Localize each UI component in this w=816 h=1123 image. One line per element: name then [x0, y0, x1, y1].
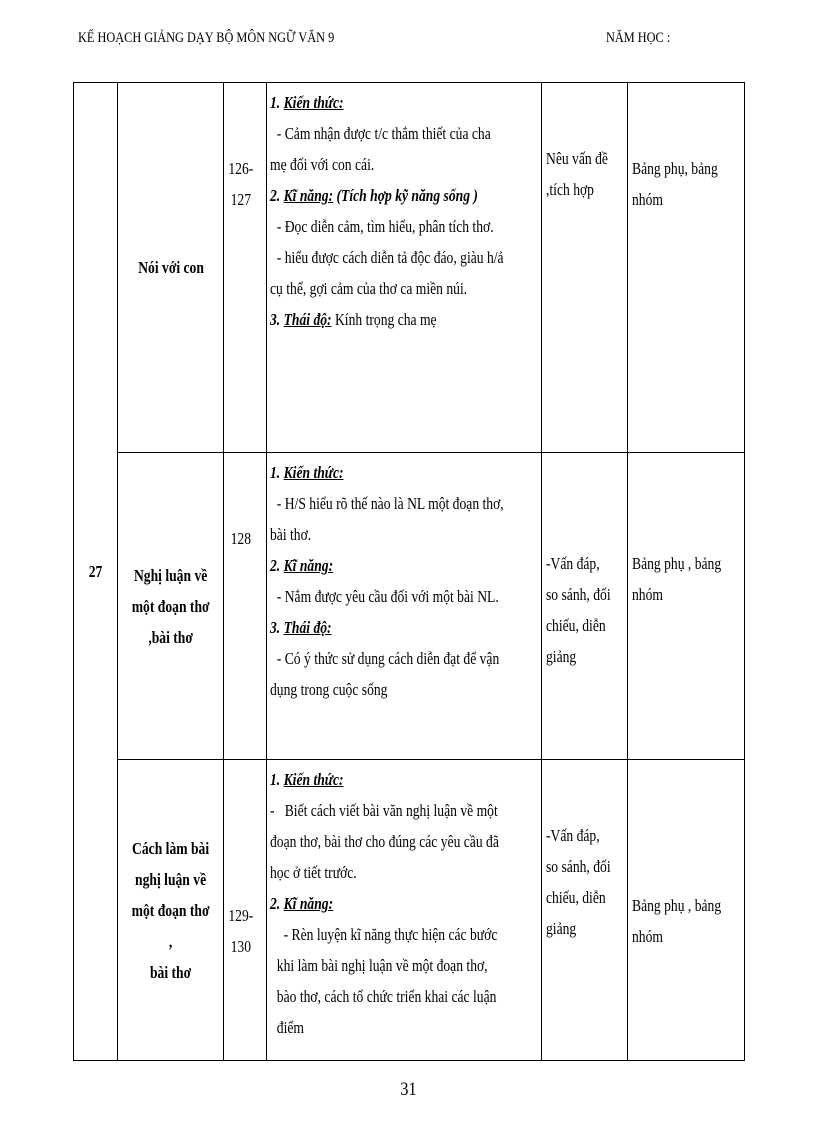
tools-line: Bảng phụ , bảng: [631, 554, 721, 573]
tools-line: nhóm: [631, 190, 663, 209]
page-number: 31: [399, 1079, 417, 1100]
period-cell: [224, 453, 267, 760]
objective-heading: [270, 556, 333, 575]
lesson-title-cell: [118, 453, 224, 760]
plan-title: KẾ HOẠCH GIẢNG DẠY BỘ MÔN NGỮ VĂN 9: [78, 30, 335, 46]
teaching-tools: [628, 83, 744, 215]
objective-heading: [270, 618, 332, 637]
objective-number: 2.: [270, 894, 284, 913]
objective-line: [270, 242, 504, 273]
objective-line: [270, 149, 486, 180]
tools-line: Bảng phụ, bảng: [631, 159, 718, 178]
period-numbers: [224, 453, 266, 554]
objective-line: [270, 488, 504, 519]
objectives-list: [267, 760, 540, 1043]
tools-cell: [627, 83, 744, 453]
period-cell: [224, 83, 267, 453]
method-line: chiếu, diễn: [545, 616, 606, 635]
objective-text: bào thơ, cách tổ chức triển khai các luận: [270, 987, 497, 1006]
objective-text: - Đọc diễn cảm, tìm hiểu, phân tích thơ.: [270, 217, 494, 236]
objective-line: [270, 519, 486, 550]
objective-line: [270, 304, 486, 335]
objective-label: Kiến thức:: [283, 770, 344, 789]
tools-cell: [627, 760, 744, 1061]
lesson-title: [118, 833, 223, 988]
method-line: giảng: [545, 647, 576, 666]
objective-line: [270, 581, 500, 612]
lesson-title-line: Cách làm bài: [132, 838, 210, 858]
objective-text: dụng trong cuộc sống: [270, 680, 388, 699]
method-cell: [541, 760, 627, 1061]
period-line: 127: [230, 190, 252, 209]
lesson-title-line: một đoạn thơ: [131, 596, 210, 616]
objective-number: 1.: [270, 770, 284, 789]
objective-line: [270, 795, 499, 826]
objective-text: khi làm bài nghị luận về một đoạn thơ,: [270, 956, 488, 975]
objectives-cell: [267, 453, 541, 760]
method-line: giảng: [545, 919, 576, 938]
objective-heading: [270, 93, 344, 112]
method-line: so sánh, đối: [545, 857, 611, 876]
objective-label: Kĩ năng:: [283, 186, 334, 205]
teaching-method: [542, 760, 627, 944]
objectives-cell: [267, 83, 541, 453]
objective-text: - Biết cách viết bài văn nghị luận về một: [270, 801, 499, 820]
period-line: 126-: [228, 159, 254, 178]
objective-text: bài thơ.: [270, 525, 312, 544]
objective-line: [270, 211, 494, 242]
objective-text: cụ thể, gợi cảm của thơ ca miền núi.: [270, 279, 468, 298]
objective-text: - Rèn luyện kĩ năng thực hiện các bước: [270, 925, 498, 944]
lesson-title-line: nghị luận về: [135, 869, 207, 889]
objective-text: - hiểu được cách diễn tả độc đáo, giàu h/ả: [270, 248, 504, 267]
objective-number: 2.: [270, 556, 284, 575]
table-row: [74, 83, 745, 453]
objective-number: 2.: [270, 186, 284, 205]
lesson-title-cell: [118, 83, 224, 453]
objective-text: điểm: [270, 1018, 305, 1037]
objective-text: Kính trọng cha mẹ: [331, 310, 437, 329]
objectives-cell: [267, 760, 541, 1061]
objective-line: [270, 950, 486, 981]
teaching-method: [542, 83, 627, 205]
objective-text: đoạn thơ, bài thơ cho đúng các yêu cầu đã: [270, 832, 500, 851]
teaching-tools: [628, 760, 744, 952]
week-cell: [74, 83, 118, 1061]
tools-line: nhóm: [631, 927, 663, 946]
objective-heading: [270, 894, 333, 913]
period-numbers: [224, 760, 266, 962]
objective-number: 3.: [270, 310, 284, 329]
method-line: ,tích hợp: [545, 180, 594, 199]
objective-text: - H/S hiểu rõ thế nào là NL một đoạn thơ,: [270, 494, 504, 513]
table-row: [74, 453, 745, 760]
tools-line: nhóm: [631, 585, 663, 604]
objectives-list: [267, 83, 540, 335]
teaching-method: [542, 453, 627, 672]
objective-number: 3.: [270, 618, 284, 637]
objective-line: [270, 550, 486, 581]
tools-line: Bảng phụ , bảng: [631, 896, 721, 915]
objective-label: Kĩ năng:: [283, 894, 334, 913]
objective-line: [270, 857, 486, 888]
objective-line: [270, 457, 486, 488]
lesson-title-line: một đoạn thơ ,: [131, 900, 210, 951]
objective-line: [270, 643, 500, 674]
objective-number: 1.: [270, 463, 284, 482]
method-line: -Vấn đáp,: [545, 554, 600, 573]
objective-label: Kiến thức:: [283, 463, 344, 482]
method-cell: [541, 453, 627, 760]
objective-line: [270, 612, 486, 643]
objective-text: - Nắm được yêu cầu đối với một bài NL.: [270, 587, 500, 606]
objective-line: [270, 826, 500, 857]
objective-text: - Có ý thức sử dụng cách diễn đạt để vận: [270, 649, 500, 668]
objectives-list: [267, 453, 540, 705]
objective-text: mẹ đối với con cái.: [270, 155, 375, 174]
lesson-title-cell: [118, 760, 224, 1061]
objective-line: [270, 87, 486, 118]
objective-line: [270, 180, 486, 211]
teaching-tools: [628, 453, 744, 610]
week-number: 27: [88, 562, 103, 581]
objective-label: Kĩ năng:: [283, 556, 334, 575]
school-year-label: NĂM HỌC :: [606, 30, 671, 46]
period-numbers: [224, 83, 266, 215]
objective-line: [270, 674, 486, 705]
objective-line: [270, 919, 498, 950]
method-line: chiếu, diễn: [545, 888, 606, 907]
objective-note: (Tích hợp kỹ năng sống ): [333, 186, 479, 205]
objective-label: Thái độ:: [283, 310, 332, 329]
period-line: 128: [230, 529, 252, 548]
objective-heading: [270, 770, 344, 789]
lesson-title-line: ,bài thơ: [148, 627, 193, 647]
page-header: [78, 30, 698, 54]
objective-line: [270, 764, 486, 795]
objective-heading: [270, 186, 478, 205]
objective-line: [270, 1012, 486, 1043]
objective-line: [270, 273, 486, 304]
objective-label: Thái độ:: [283, 618, 332, 637]
lesson-title-line: Nói với con: [137, 258, 204, 277]
objective-line: [270, 981, 497, 1012]
objective-label: Kiến thức:: [283, 93, 344, 112]
tools-cell: [627, 453, 744, 760]
table-row: [74, 760, 745, 1061]
method-line: Nêu vấn đề: [545, 149, 608, 168]
objective-line: [270, 118, 492, 149]
objective-heading: [270, 310, 332, 329]
period-line: 129-: [228, 906, 254, 925]
lesson-title: [122, 560, 219, 653]
objective-heading: [270, 463, 344, 482]
objective-number: 1.: [270, 93, 284, 112]
lesson-title-line: Nghị luận về: [133, 565, 208, 585]
method-line: -Vấn đáp,: [545, 826, 600, 845]
period-line: 130: [230, 937, 252, 956]
objective-line: [270, 888, 486, 919]
objective-text: - Cảm nhận được t/c thắm thiết của cha: [270, 124, 492, 143]
method-line: so sánh, đối: [545, 585, 611, 604]
objective-text: học ở tiết trước.: [270, 863, 357, 882]
lesson-title-line: bài thơ: [150, 962, 192, 982]
lesson-plan-table: [73, 82, 745, 1061]
lesson-title: [130, 252, 212, 283]
method-cell: [541, 83, 627, 453]
period-cell: [224, 760, 267, 1061]
